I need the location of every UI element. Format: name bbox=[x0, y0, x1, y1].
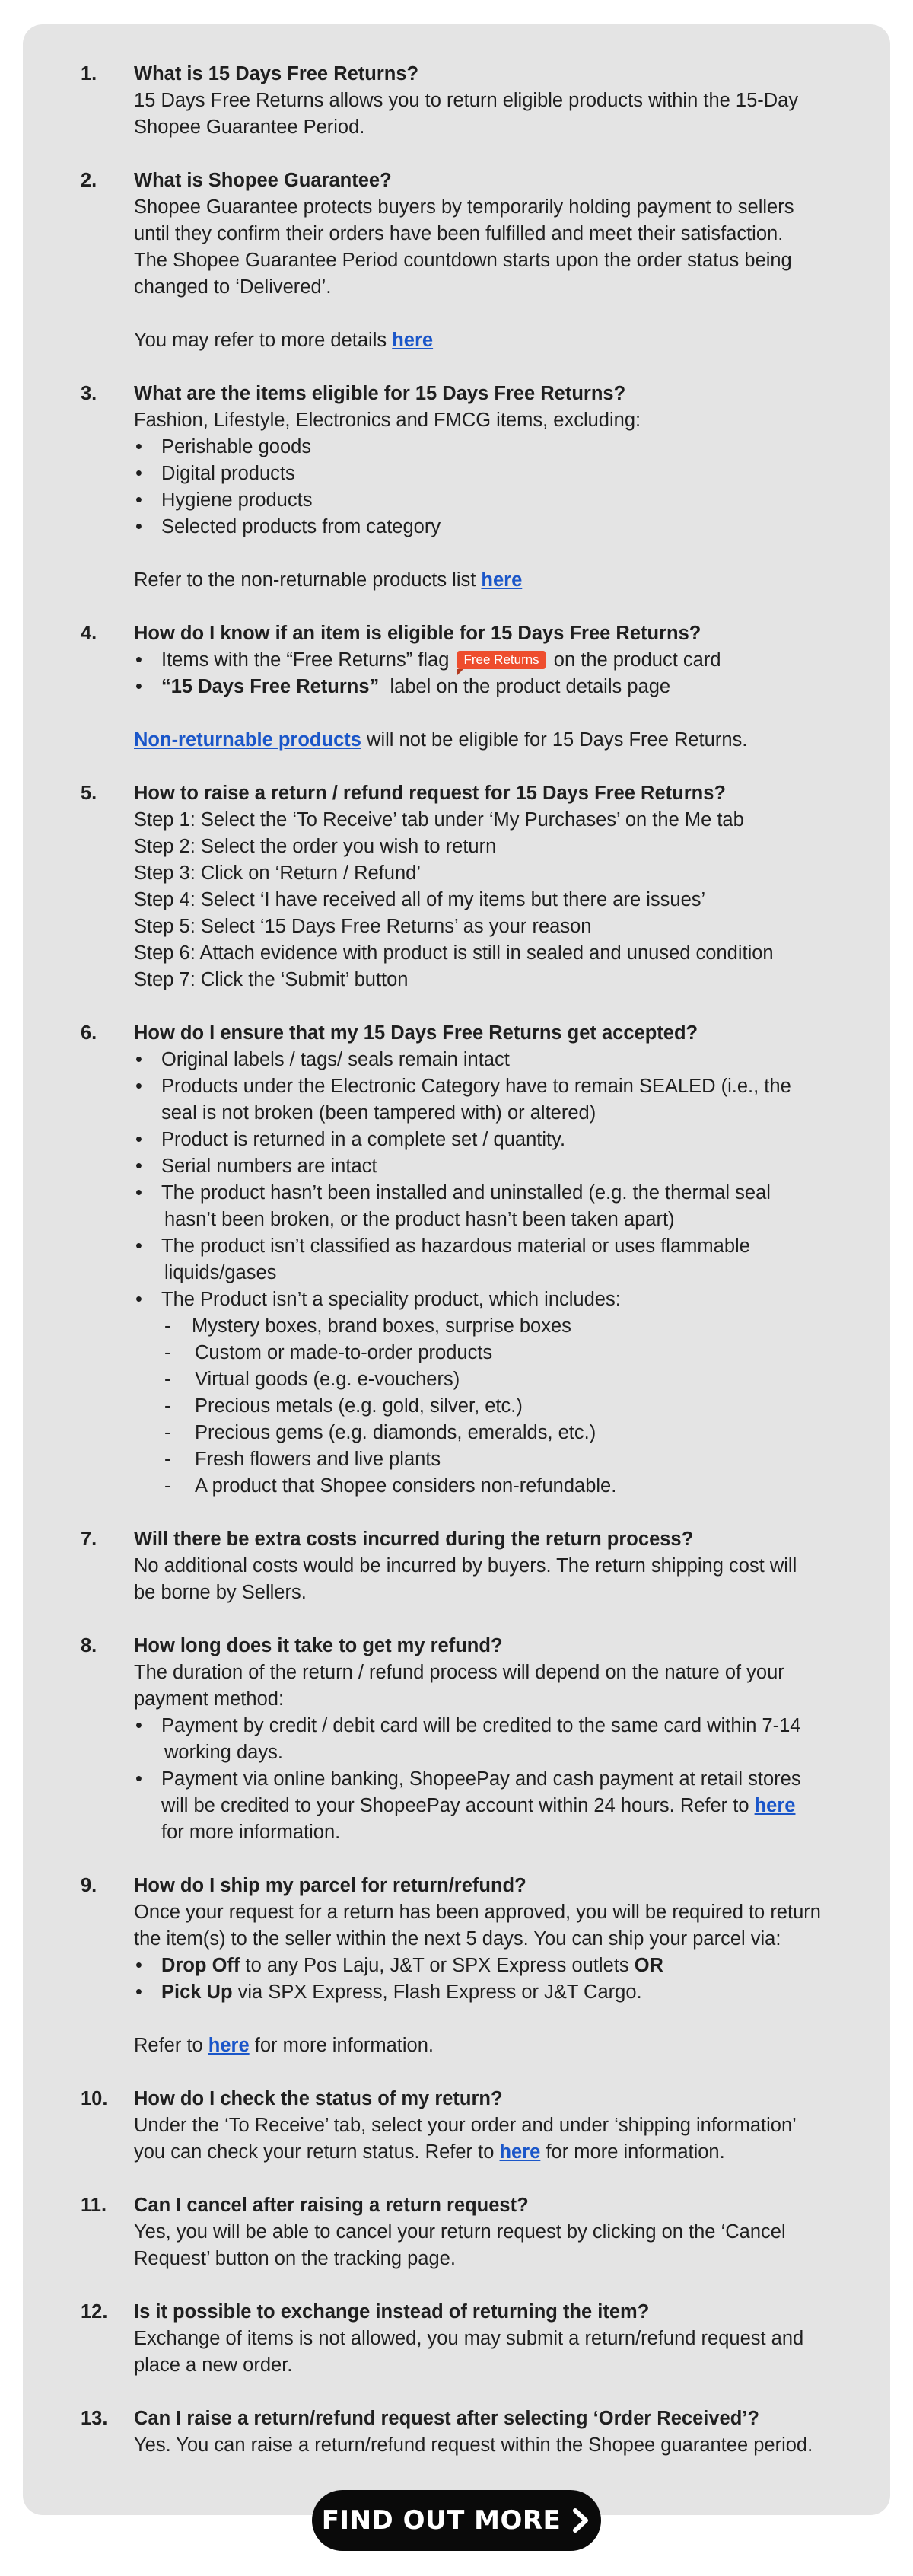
step-item: Step 7: Click the ‘Submit’ button bbox=[134, 969, 409, 990]
list-item-cont: seal is not broken (been tampered with) or altered) bbox=[161, 1102, 596, 1124]
chevron-right-icon bbox=[571, 2507, 591, 2533]
faq-question: Can I cancel after raising a return request? bbox=[134, 2195, 529, 2216]
bullet: • bbox=[135, 1768, 142, 1790]
faq-question: Will there be extra costs incurred during the return process? bbox=[134, 1529, 694, 1550]
list-item: Products under the Electronic Category have to remain SEALED (i.e., the bbox=[161, 1076, 791, 1097]
faq-number: 13. bbox=[81, 2408, 108, 2429]
faq-answer: Shopee Guarantee Period. bbox=[134, 116, 365, 138]
faq-answer: be borne by Sellers. bbox=[134, 1582, 307, 1603]
bullet: • bbox=[135, 463, 142, 484]
non-returnable-products-link[interactable]: Non-returnable products bbox=[134, 729, 361, 751]
list-item bbox=[161, 647, 721, 674]
refund-text: will be credited to your ShopeePay account within 24 hours. Refer to bbox=[161, 1795, 755, 1816]
flag-text: Items with the “Free Returns” flag bbox=[161, 649, 450, 671]
free-returns-flag: Free Returns bbox=[457, 651, 545, 669]
step-item: Step 1: Select the ‘To Receive’ tab under ‘My Purchases’ on the Me tab bbox=[134, 809, 744, 831]
faq-question: How long does it take to get my refund? bbox=[134, 1635, 503, 1656]
faq-answer bbox=[134, 2139, 895, 2166]
faq-answer bbox=[134, 2032, 895, 2059]
faq-answer: changed to ‘Delivered’. bbox=[134, 276, 332, 298]
bullet: • bbox=[135, 1049, 142, 1070]
faq-number: 5. bbox=[81, 783, 97, 804]
faq-number: 4. bbox=[81, 623, 97, 644]
label-name: “15 Days Free Returns” bbox=[161, 676, 380, 697]
list-item bbox=[161, 1953, 663, 1979]
sub-item: Mystery boxes, brand boxes, surprise boxes bbox=[192, 1315, 571, 1337]
step-item: Step 6: Attach evidence with product is still in sealed and unused condition bbox=[134, 942, 774, 964]
faq-number: 8. bbox=[81, 1635, 97, 1656]
step-item: Step 3: Click on ‘Return / Refund’ bbox=[134, 862, 422, 884]
faq-number: 1. bbox=[81, 63, 97, 84]
sub-item: Custom or made-to-order products bbox=[195, 1342, 493, 1363]
faq-number: 2. bbox=[81, 170, 97, 191]
bullet: • bbox=[135, 1289, 142, 1310]
list-item bbox=[161, 674, 670, 700]
faq-number: 11. bbox=[81, 2195, 107, 2216]
faq-question: How do I ship my parcel for return/refund? bbox=[134, 1875, 526, 1896]
list-item: Selected products from category bbox=[161, 516, 441, 537]
sub-item: Fresh flowers and live plants bbox=[195, 1449, 441, 1470]
bullet: • bbox=[135, 649, 142, 671]
step-item: Step 5: Select ‘15 Days Free Returns’ as your reason bbox=[134, 916, 592, 937]
faq-answer: No additional costs would be incurred by buyers. The return shipping cost will bbox=[134, 1555, 797, 1577]
faq-question: What are the items eligible for 15 Days Free Returns? bbox=[134, 383, 626, 404]
non-returnable-list-text: Refer to the non-returnable products list bbox=[134, 569, 482, 591]
bullet: • bbox=[135, 676, 142, 697]
faq-number: 9. bbox=[81, 1875, 97, 1896]
faq-answer: Yes, you will be able to cancel your return request by clicking on the ‘Cancel bbox=[134, 2221, 786, 2243]
faq-answer: Exchange of items is not allowed, you may submit a return/refund request and bbox=[134, 2328, 804, 2349]
find-out-more-button[interactable] bbox=[312, 2490, 601, 2551]
faq-answer: until they confirm their orders have been fulfilled and meet their satisfaction. bbox=[134, 223, 784, 244]
list-item-cont bbox=[161, 1793, 795, 1819]
list-item: The Product isn’t a speciality product, which includes: bbox=[161, 1289, 621, 1310]
faq-answer bbox=[134, 727, 895, 754]
more-details-text: You may refer to more details bbox=[134, 330, 393, 351]
faq-question: Can I raise a return/refund request after selecting ‘Order Received’? bbox=[134, 2408, 759, 2429]
list-item: The product hasn’t been installed and uninstalled (e.g. the thermal seal bbox=[161, 1182, 771, 1204]
faq-answer: Fashion, Lifestyle, Electronics and FMCG items, excluding: bbox=[134, 410, 641, 431]
list-item bbox=[161, 1979, 642, 2006]
dash: - bbox=[164, 1369, 171, 1390]
list-item: Payment via online banking, ShopeePay and cash payment at retail stores bbox=[161, 1768, 801, 1790]
bullet: • bbox=[135, 489, 142, 511]
sub-item: Virtual goods (e.g. e-vouchers) bbox=[195, 1369, 460, 1390]
faq-answer: The Shopee Guarantee Period countdown starts upon the order status being bbox=[134, 250, 792, 271]
pick-up-label: Pick Up bbox=[161, 1981, 233, 2003]
refund-info-link[interactable]: here bbox=[754, 1795, 796, 1816]
faq-question: How to raise a return / refund request for 15 Days Free Returns? bbox=[134, 783, 726, 804]
faq-number: 10. bbox=[81, 2088, 108, 2109]
bullet: • bbox=[135, 1715, 142, 1736]
faq-answer: the item(s) to the seller within the next 5 days. You can ship your parcel via: bbox=[134, 1928, 781, 1950]
return-status-link[interactable]: here bbox=[499, 2141, 541, 2163]
status-suffix: for more information. bbox=[540, 2141, 725, 2163]
faq-answer: Under the ‘To Receive’ tab, select your order and under ‘shipping information’ bbox=[134, 2115, 797, 2136]
list-item: Product is returned in a complete set / quantity. bbox=[161, 1129, 566, 1150]
more-details-link[interactable]: here bbox=[392, 330, 434, 351]
faq-question: What is 15 Days Free Returns? bbox=[134, 63, 419, 84]
label-suffix: label on the product details page bbox=[390, 676, 671, 697]
faq-number: 12. bbox=[81, 2301, 108, 2323]
list-item: Payment by credit / debit card will be credited to the same card within 7-14 bbox=[161, 1715, 801, 1736]
sub-item: Precious gems (e.g. diamonds, emeralds, etc.) bbox=[195, 1422, 596, 1443]
non-returnable-text: will not be eligible for 15 Days Free Returns. bbox=[361, 729, 748, 751]
sub-item: Precious metals (e.g. gold, silver, etc.) bbox=[195, 1395, 523, 1417]
list-item: Perishable goods bbox=[161, 436, 312, 457]
faq-answer bbox=[134, 327, 895, 354]
bullet: • bbox=[135, 1129, 142, 1150]
bullet: • bbox=[135, 436, 142, 457]
shipping-ref-text: Refer to bbox=[134, 2035, 208, 2056]
bullet: • bbox=[135, 1235, 142, 1257]
status-text: you can check your return status. Refer to bbox=[134, 2141, 500, 2163]
bullet: • bbox=[135, 1955, 142, 1976]
list-item-cont: hasn’t been broken, or the product hasn’t been taken apart) bbox=[164, 1209, 675, 1230]
or-label: OR bbox=[634, 1955, 663, 1976]
faq-answer: place a new order. bbox=[134, 2354, 293, 2376]
list-item: The product isn’t classified as hazardous material or uses flammable bbox=[161, 1235, 750, 1257]
step-item: Step 4: Select ‘I have received all of my items but there are issues’ bbox=[134, 889, 706, 910]
faq-question: Is it possible to exchange instead of returning the item? bbox=[134, 2301, 650, 2323]
list-item: Serial numbers are intact bbox=[161, 1156, 377, 1177]
dash: - bbox=[164, 1449, 171, 1470]
shipping-ref-suffix: for more information. bbox=[249, 2035, 434, 2056]
bullet: • bbox=[135, 516, 142, 537]
faq-question: How do I check the status of my return? bbox=[134, 2088, 503, 2109]
faq-question: How do I ensure that my 15 Days Free Returns get accepted? bbox=[134, 1022, 698, 1044]
faq-number: 6. bbox=[81, 1022, 97, 1044]
bullet: • bbox=[135, 1076, 142, 1097]
bullet: • bbox=[135, 1156, 142, 1177]
faq-answer: 15 Days Free Returns allows you to return eligible products within the 15-Day bbox=[134, 90, 799, 111]
dash: - bbox=[164, 1342, 171, 1363]
dash: - bbox=[164, 1422, 171, 1443]
drop-off-label: Drop Off bbox=[161, 1955, 240, 1976]
find-out-more-label: FIND OUT MORE bbox=[321, 2505, 561, 2536]
faq-number: 3. bbox=[81, 383, 97, 404]
non-returnable-list-link[interactable]: here bbox=[481, 569, 523, 591]
faq-answer: Request’ button on the tracking page. bbox=[134, 2248, 456, 2269]
faq-question: How do I know if an item is eligible for 15 Days Free Returns? bbox=[134, 623, 701, 644]
dash: - bbox=[164, 1395, 171, 1417]
pick-up-text: via SPX Express, Flash Express or J&T Cargo. bbox=[232, 1981, 642, 2003]
bullet: • bbox=[135, 1182, 142, 1204]
list-item-cont: working days. bbox=[164, 1742, 283, 1763]
bullet: • bbox=[135, 1981, 142, 2003]
dash: - bbox=[164, 1475, 171, 1497]
flag-suffix: on the product card bbox=[553, 649, 721, 671]
list-item-cont: liquids/gases bbox=[164, 1262, 277, 1283]
faq-answer: The duration of the return / refund process will depend on the nature of your bbox=[134, 1662, 784, 1683]
drop-off-text: to any Pos Laju, J&T or SPX Express outlets bbox=[240, 1955, 635, 1976]
sub-item: A product that Shopee considers non-refundable. bbox=[195, 1475, 617, 1497]
dash: - bbox=[164, 1315, 171, 1337]
faq-question: What is Shopee Guarantee? bbox=[134, 170, 392, 191]
faq-answer: Yes. You can raise a return/refund request within the Shopee guarantee period. bbox=[134, 2434, 813, 2456]
faq-answer: payment method: bbox=[134, 1688, 285, 1710]
shipping-info-link[interactable]: here bbox=[208, 2035, 250, 2056]
faq-answer: Shopee Guarantee protects buyers by temporarily holding payment to sellers bbox=[134, 196, 794, 218]
list-item-cont: for more information. bbox=[161, 1822, 341, 1843]
faq-answer bbox=[134, 567, 895, 594]
list-item: Hygiene products bbox=[161, 489, 313, 511]
list-item: Digital products bbox=[161, 463, 295, 484]
list-item: Original labels / tags/ seals remain intact bbox=[161, 1049, 510, 1070]
step-item: Step 2: Select the order you wish to return bbox=[134, 836, 497, 857]
faq-number: 7. bbox=[81, 1529, 97, 1550]
faq-answer: Once your request for a return has been approved, you will be required to return bbox=[134, 1902, 821, 1923]
